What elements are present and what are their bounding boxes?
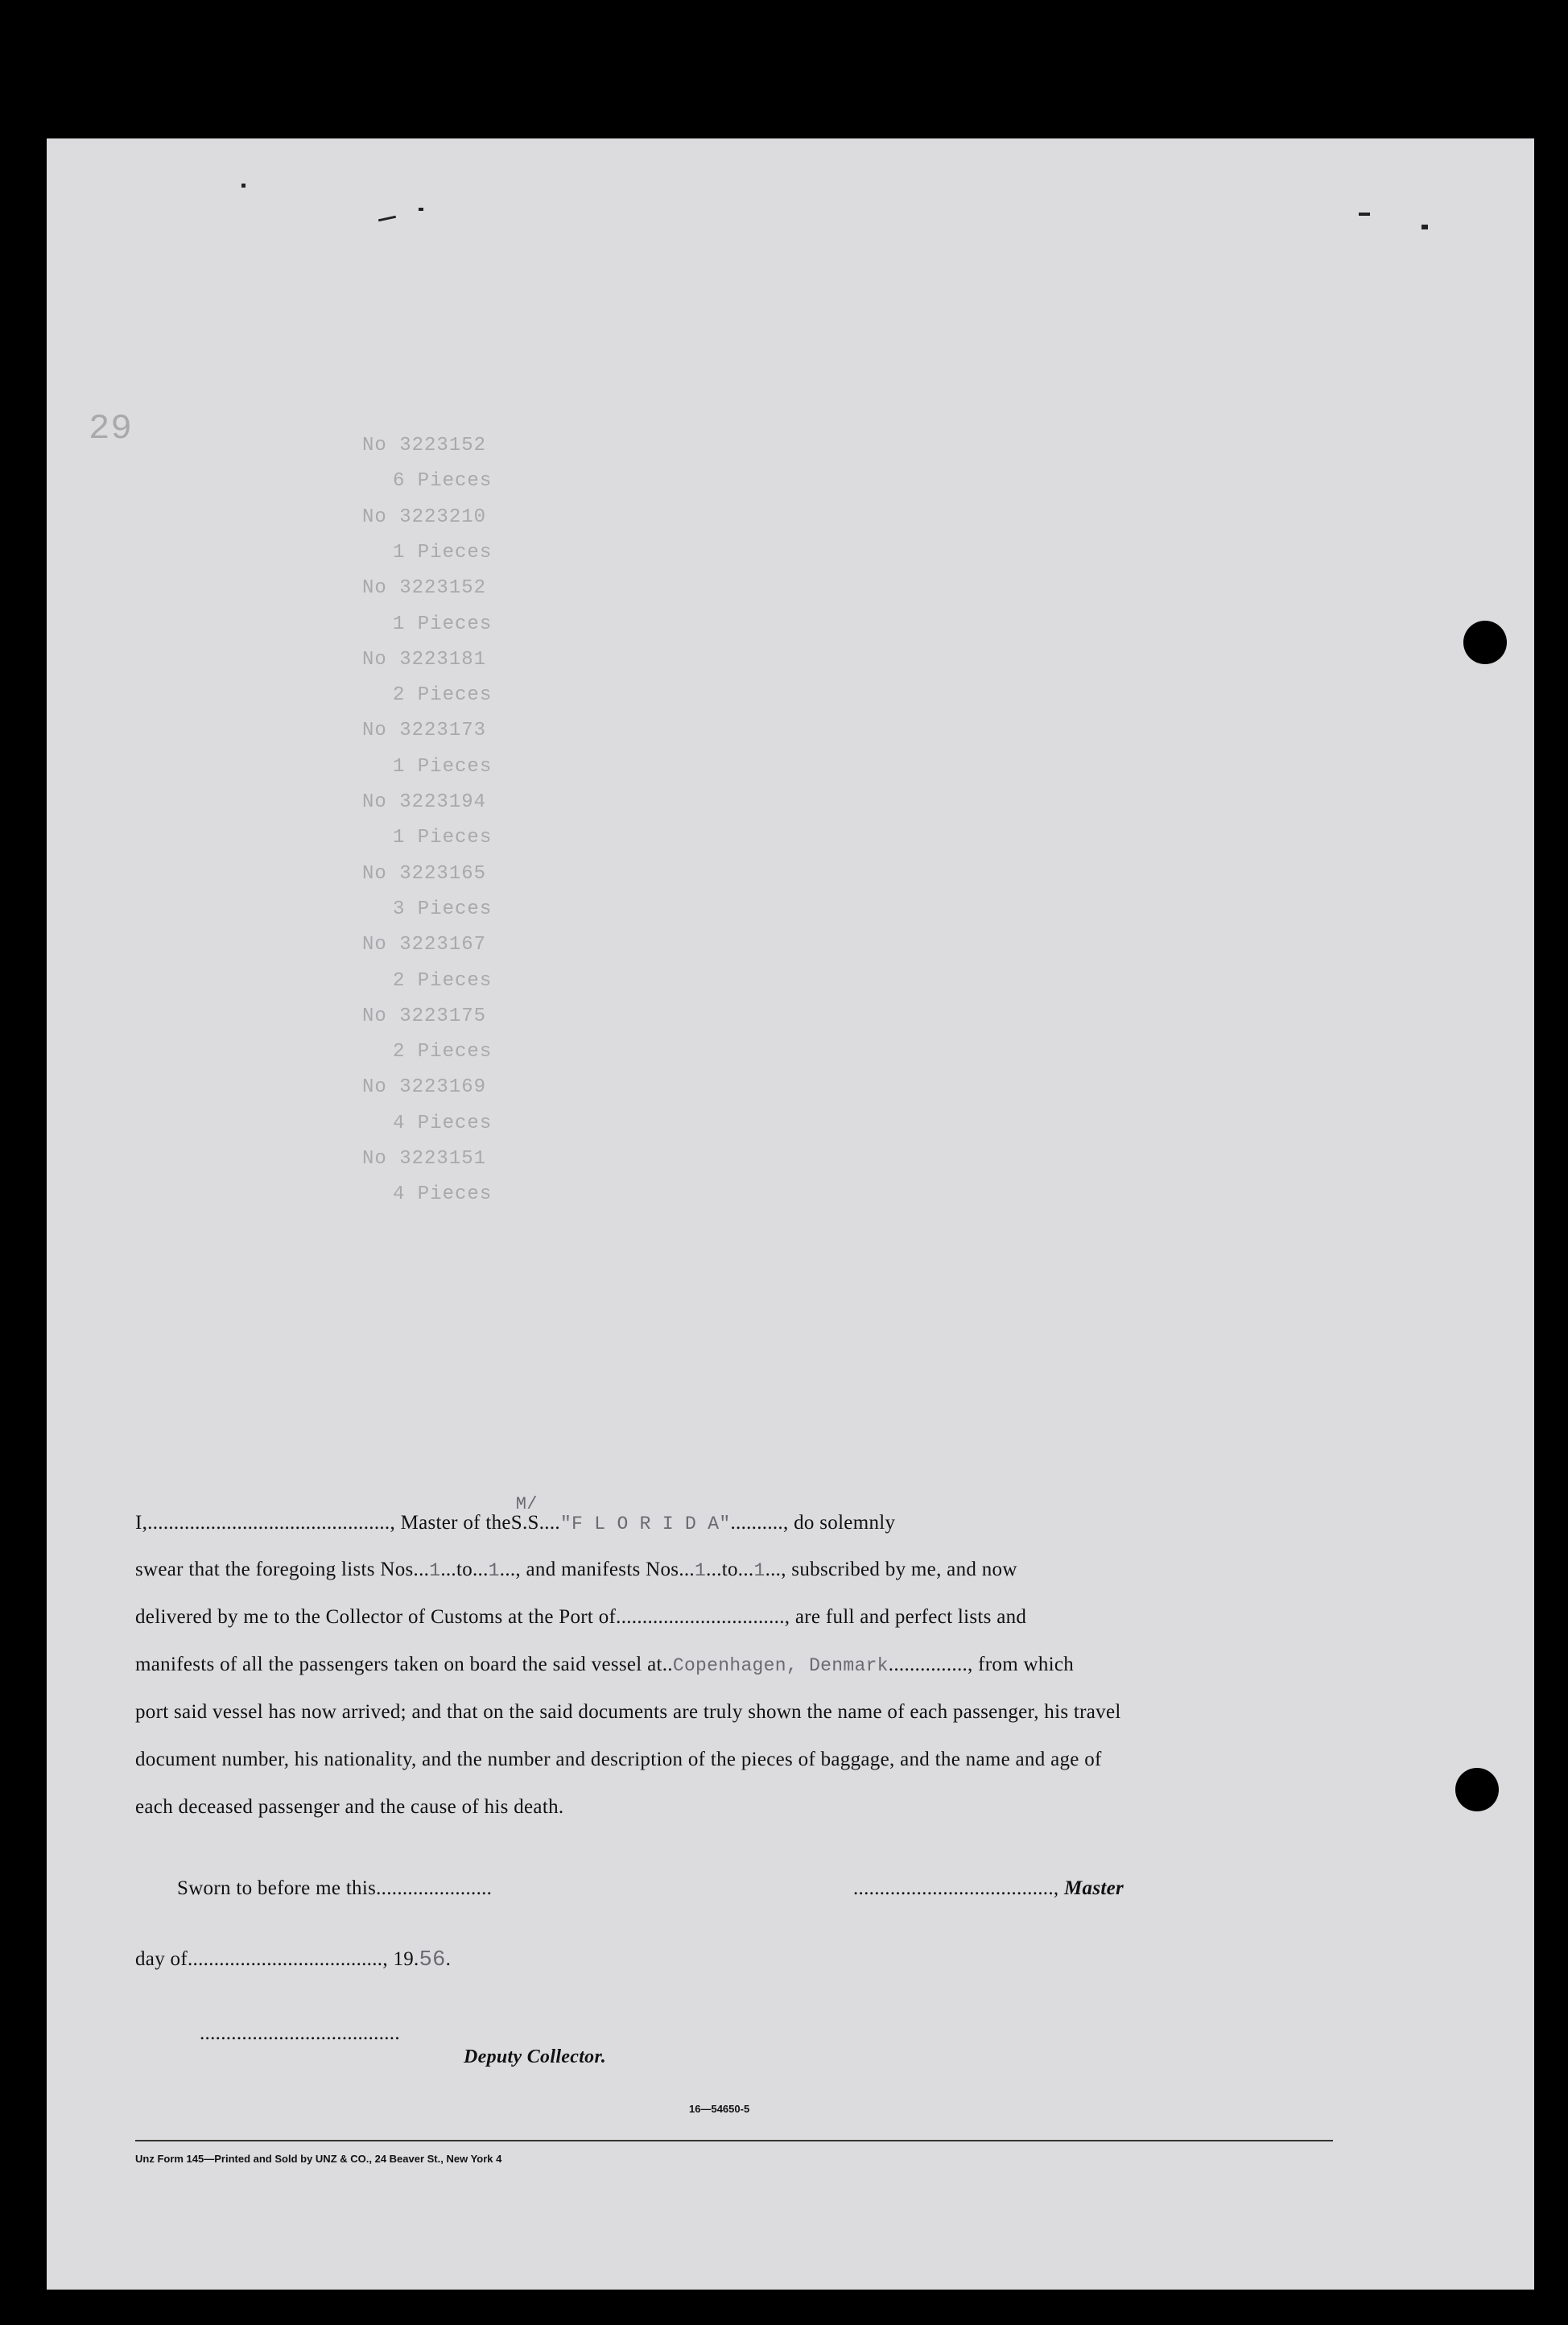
ghost-entry: No 3223152 xyxy=(362,435,487,456)
ghost-page-number: 29 xyxy=(89,409,133,449)
oath-line-7: each deceased passenger and the cause of his death. xyxy=(135,1796,564,1818)
oath-line-5: port said vessel has now arrived; and that on the said documents are truly shown the name of each passenger, his travel xyxy=(135,1701,1121,1723)
ghost-entry: No 3223167 xyxy=(362,934,487,956)
ghost-entry: 4 Pieces xyxy=(393,1183,493,1206)
master-label: Master xyxy=(1064,1877,1124,1899)
deputy-collector-label: Deputy Collector. xyxy=(464,2046,607,2067)
ghost-entry: No 3223165 xyxy=(362,862,487,885)
ghost-entry: No 3223169 xyxy=(362,1076,487,1099)
ghost-entry: No 3223194 xyxy=(362,791,487,813)
ghost-entry: No 3223210 xyxy=(362,506,487,528)
sworn-label: Sworn to before me this...................... xyxy=(177,1877,493,1899)
deputy-dots: ...................................... xyxy=(200,2022,400,2044)
ghost-entry: 1 Pieces xyxy=(393,827,493,849)
ghost-entry: 4 Pieces xyxy=(393,1112,493,1134)
year-value: 56 xyxy=(419,1948,446,1972)
printer-credit: Unz Form 145—Printed and Sold by UNZ & CO., 24 Beaver St., New York 4 xyxy=(135,2153,502,2165)
day-line: day of....................................., 19.56. xyxy=(135,1948,452,1972)
manifests-to: 1 xyxy=(753,1560,765,1581)
ghost-entry: 2 Pieces xyxy=(393,1041,493,1063)
ghost-entry: 1 Pieces xyxy=(393,541,493,564)
vessel-type-correction: M/ xyxy=(515,1494,538,1514)
ghost-entry: No 3223173 xyxy=(362,720,487,742)
master-signature-line: ......................................, Master xyxy=(853,1877,1124,1899)
ghost-entry: No 3223152 xyxy=(362,577,487,600)
scan-speck xyxy=(419,208,423,211)
vessel-name: "F L O R I D A" xyxy=(559,1514,731,1534)
ghost-entry: 3 Pieces xyxy=(393,898,493,920)
ghost-entry: No 3223151 xyxy=(362,1148,487,1170)
lists-from: 1 xyxy=(429,1560,441,1581)
ghost-entry: 6 Pieces xyxy=(393,470,493,493)
punch-hole-lower xyxy=(1455,1768,1499,1811)
ghost-entry: 1 Pieces xyxy=(393,755,493,778)
oath-line-4: manifests of all the passengers taken on board the said vessel at..Copenhagen, Denmark..............., from which xyxy=(135,1654,1075,1676)
manifests-from: 1 xyxy=(694,1560,707,1581)
scan-speck xyxy=(1359,213,1370,216)
oath-line-2: swear that the foregoing lists Nos...1...to...1..., and manifests Nos...1...to...1..., subscribed by me, and now xyxy=(135,1559,1017,1581)
footer-rule xyxy=(135,2140,1333,2141)
oath-line-3: delivered by me to the Collector of Customs at the Port of................................, are full and perfect lists and xyxy=(135,1606,1027,1628)
oath-line-6: document number, his nationality, and the number and description of the pieces of baggage, and the name and age of xyxy=(135,1749,1102,1770)
ghost-entry: 2 Pieces xyxy=(393,684,493,707)
ghost-entry: 2 Pieces xyxy=(393,969,493,992)
vessel-type: S.S. xyxy=(510,1512,545,1534)
ghost-entry: No 3223175 xyxy=(362,1005,487,1027)
punch-hole-upper xyxy=(1463,621,1507,664)
ghost-entry: 1 Pieces xyxy=(393,613,493,635)
oath-line-1: I,.............................................., Master of the M/ S.S...."F L O R I D A".........., do solemnly xyxy=(135,1494,896,1534)
lists-to: 1 xyxy=(488,1560,500,1581)
scan-speck xyxy=(1422,225,1428,229)
ghost-entry: No 3223181 xyxy=(362,648,487,671)
form-code: 16—54650-5 xyxy=(689,2103,750,2115)
scan-speck xyxy=(241,184,246,188)
departure-port: Copenhagen, Denmark xyxy=(672,1655,889,1676)
